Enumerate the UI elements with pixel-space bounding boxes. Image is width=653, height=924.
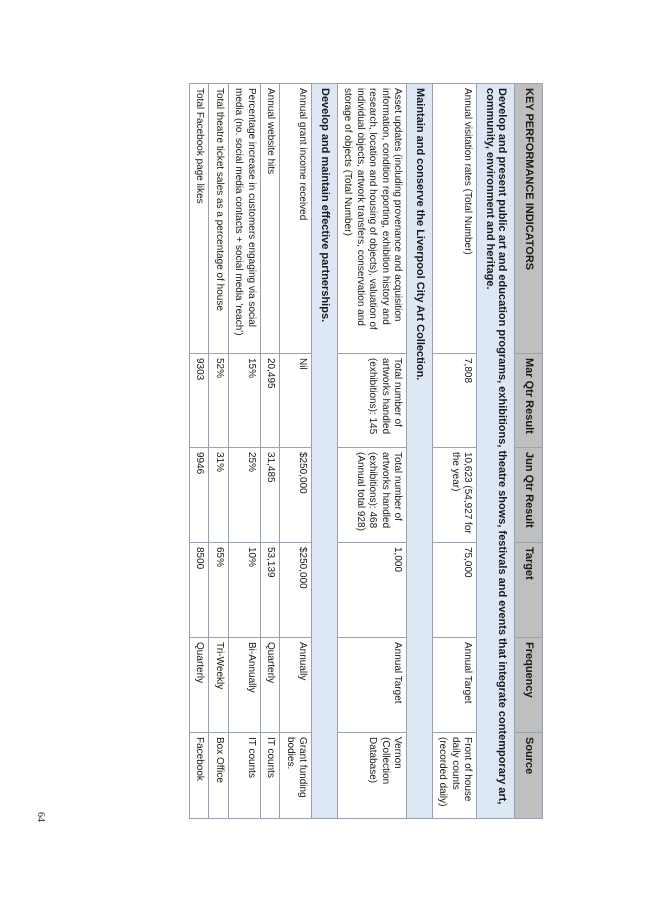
- frequency-cell: Tri-Weekly: [209, 638, 229, 733]
- header-target: Target: [515, 543, 543, 638]
- mar-cell: 52%: [209, 354, 229, 448]
- page-number: 64: [35, 812, 46, 822]
- target-cell: $250,000: [280, 543, 312, 638]
- indicator-cell: Annual visitation rates (Total Number): [433, 84, 478, 354]
- frequency-cell: Quarterly: [261, 638, 281, 733]
- jun-cell: 31,485: [261, 448, 281, 543]
- target-cell: 53,139: [261, 543, 281, 638]
- section-row: [477, 84, 515, 819]
- section-heading-programs: Develop and present public art and education programs, exhibitions, theatre shows, festivals and events that integrate contemporary art, community, environment and heritage.: [477, 84, 515, 819]
- source-cell: Front of house daily counts (recorded daily): [433, 733, 478, 819]
- header-mar: Mar Qtr Result: [515, 354, 543, 448]
- indicator-cell: Total Facebook page likes: [190, 84, 210, 354]
- mar-cell: 20,495: [261, 354, 281, 448]
- frequency-cell: Quarterly: [190, 638, 210, 733]
- section-heading-partnerships: Develop and maintain effective partnerships.: [312, 84, 338, 819]
- indicator-cell: Annual grant income received: [280, 84, 312, 354]
- table-row: [190, 84, 210, 819]
- jun-cell: 25%: [229, 448, 261, 543]
- mar-cell: 15%: [229, 354, 261, 448]
- source-cell: Facebook: [190, 733, 210, 819]
- table-row: [280, 84, 312, 819]
- table-row: [433, 84, 478, 819]
- header-jun: Jun Qtr Result: [515, 448, 543, 543]
- table-row: [338, 84, 408, 819]
- jun-cell: Total number of artworks handled (exhibitions): 468 (Annual total 928): [338, 448, 408, 543]
- mar-cell: 7,808: [433, 354, 478, 448]
- section-row: [312, 84, 338, 819]
- target-cell: 75,000: [433, 543, 478, 638]
- jun-cell: $250,000: [280, 448, 312, 543]
- frequency-cell: Annual Target: [338, 638, 408, 733]
- source-cell: Box Office: [209, 733, 229, 819]
- jun-cell: 9946: [190, 448, 210, 543]
- mar-cell: Total number of artworks handled (exhibitions): 145: [338, 354, 408, 448]
- indicator-cell: Percentage increase in customers engaging via social media (no. social media contacts + social media 'reach'): [229, 84, 261, 354]
- indicator-cell: Asset updates (including provenance and acquisition information, condition reporting, exhibition history and research, location and housing of objects), valuation of individual objects, artwork transfers, conservation and storage of objects (Total Number): [338, 84, 408, 354]
- source-cell: IT counts: [229, 733, 261, 819]
- source-cell: Vernon (Collection Database): [338, 733, 408, 819]
- target-cell: 1,000: [338, 543, 408, 638]
- header-kpi: KEY PERFORMANCE INDICATORS: [515, 84, 543, 354]
- section-row: [407, 84, 433, 819]
- frequency-cell: Annually: [280, 638, 312, 733]
- table-row: [229, 84, 261, 819]
- mar-cell: 9303: [190, 354, 210, 448]
- section-heading-collection: Maintain and conserve the Liverpool City Art Collection.: [407, 84, 433, 819]
- mar-cell: Nil: [280, 354, 312, 448]
- indicator-cell: Annual website hits: [261, 84, 281, 354]
- table-row: [261, 84, 281, 819]
- header-frequency: Frequency: [515, 638, 543, 733]
- target-cell: 10%: [229, 543, 261, 638]
- source-cell: Grant funding bodies.: [280, 733, 312, 819]
- table-row: [209, 84, 229, 819]
- kpi-table: [189, 83, 543, 819]
- header-source: Source: [515, 733, 543, 819]
- frequency-cell: Annual Target: [433, 638, 478, 733]
- jun-cell: 31%: [209, 448, 229, 543]
- jun-cell: 10,623 (54,927 for the year): [433, 448, 478, 543]
- indicator-cell: Total theatre ticket sales as a percentage of house: [209, 84, 229, 354]
- source-cell: IT counts: [261, 733, 281, 819]
- target-cell: 8500: [190, 543, 210, 638]
- frequency-cell: Bi-Annually: [229, 638, 261, 733]
- target-cell: 65%: [209, 543, 229, 638]
- header-row: [515, 84, 543, 819]
